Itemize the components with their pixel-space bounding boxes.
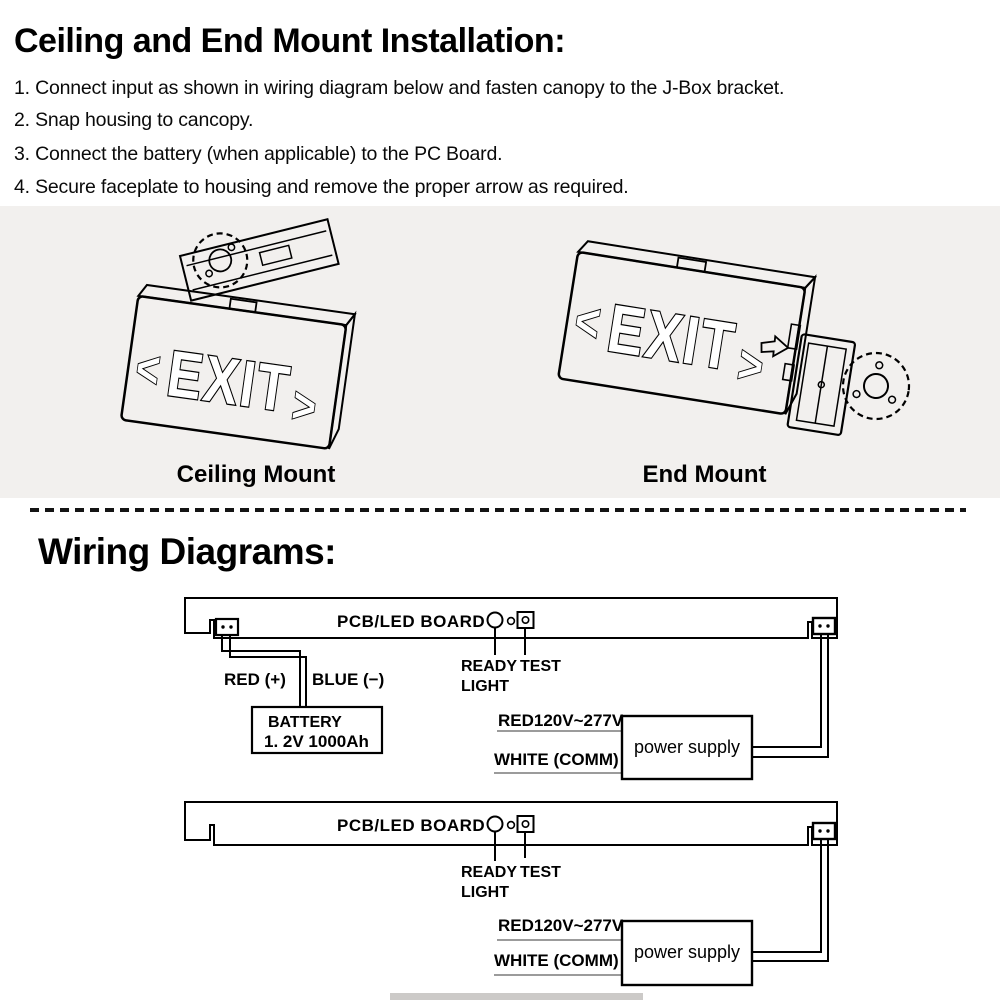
dashed-divider <box>30 508 966 512</box>
power-supply-label: power supply <box>633 737 741 757</box>
wiring-diagram-1 <box>185 598 837 779</box>
wiring-diagrams <box>0 585 1000 1000</box>
mount-label-end: End Mount <box>642 461 767 488</box>
test-button-icon <box>518 612 534 628</box>
instruction-item-3: 3. Connect the battery (when applicable) to the PC Board. <box>14 143 503 165</box>
red-wire-label: RED (+) <box>224 670 286 689</box>
chevron-right-icon: > <box>288 376 320 436</box>
board-outline <box>185 802 837 845</box>
power-supply-label: power supply <box>633 942 741 962</box>
end-mount-figure <box>530 218 960 458</box>
ready-label: READY <box>461 658 518 675</box>
battery-label: BATTERY <box>268 714 342 731</box>
instruction-item-4: 4. Secure faceplate to housing and remove the proper arrow as required. <box>14 176 629 198</box>
input-hot-label: RED120V~277V <box>498 916 624 935</box>
wiring-diagram-2 <box>185 802 837 1000</box>
board-label: PCB/LED BOARD <box>337 816 486 835</box>
wiring-heading: Wiring Diagrams: <box>38 531 336 572</box>
board-label: PCB/LED BOARD <box>337 612 486 631</box>
input-comm-label: WHITE (COMM) <box>494 750 619 769</box>
chevron-left-icon: < <box>570 291 605 354</box>
ready-light-icon <box>488 613 503 628</box>
supply-wire <box>752 635 828 757</box>
blue-wire-label: BLUE (−) <box>312 670 385 689</box>
page-title: Ceiling and End Mount Installation: <box>14 22 566 60</box>
exit-sign-end <box>558 240 815 416</box>
canopy-plate-icon <box>177 207 339 301</box>
chevron-right-icon: > <box>733 335 768 397</box>
sign-top-face <box>578 240 815 289</box>
indicator-dot-icon <box>508 618 515 625</box>
exit-sign-ceiling <box>121 284 355 450</box>
supply-connector-icon <box>813 823 835 839</box>
test-button-icon <box>518 816 534 832</box>
ready-label-2: LIGHT <box>461 884 509 901</box>
junction-disc-icon <box>838 348 914 424</box>
instruction-item-2: 2. Snap housing to cancopy. <box>14 109 254 131</box>
test-label: TEST <box>520 658 561 675</box>
supply-wire <box>752 840 821 952</box>
ceiling-mount-figure <box>95 212 465 457</box>
input-comm-label: WHITE (COMM) <box>494 951 619 970</box>
sign-top-face <box>138 284 355 326</box>
test-label: TEST <box>520 864 561 881</box>
mount-label-ceiling: Ceiling Mount <box>176 461 336 488</box>
ready-label: READY <box>461 864 518 881</box>
supply-wire <box>752 840 828 961</box>
chevron-left-icon: < <box>132 339 164 399</box>
supply-connector-icon <box>813 618 835 634</box>
battery-connector-icon <box>216 619 238 635</box>
ready-label-2: LIGHT <box>461 678 509 695</box>
indicator-dot-icon <box>508 822 515 829</box>
exit-text: EXIT <box>602 290 741 385</box>
scan-artifact <box>390 993 643 1000</box>
exit-text: EXIT <box>162 337 296 427</box>
instruction-item-1: 1. Connect input as shown in wiring diagram below and fasten canopy to the J-Box bracket. <box>14 77 785 99</box>
ready-light-icon <box>488 817 503 832</box>
battery-spec: 1. 2V 1000Ah <box>264 732 369 751</box>
supply-wire <box>752 635 821 747</box>
input-hot-label: RED120V~277V <box>498 711 624 730</box>
